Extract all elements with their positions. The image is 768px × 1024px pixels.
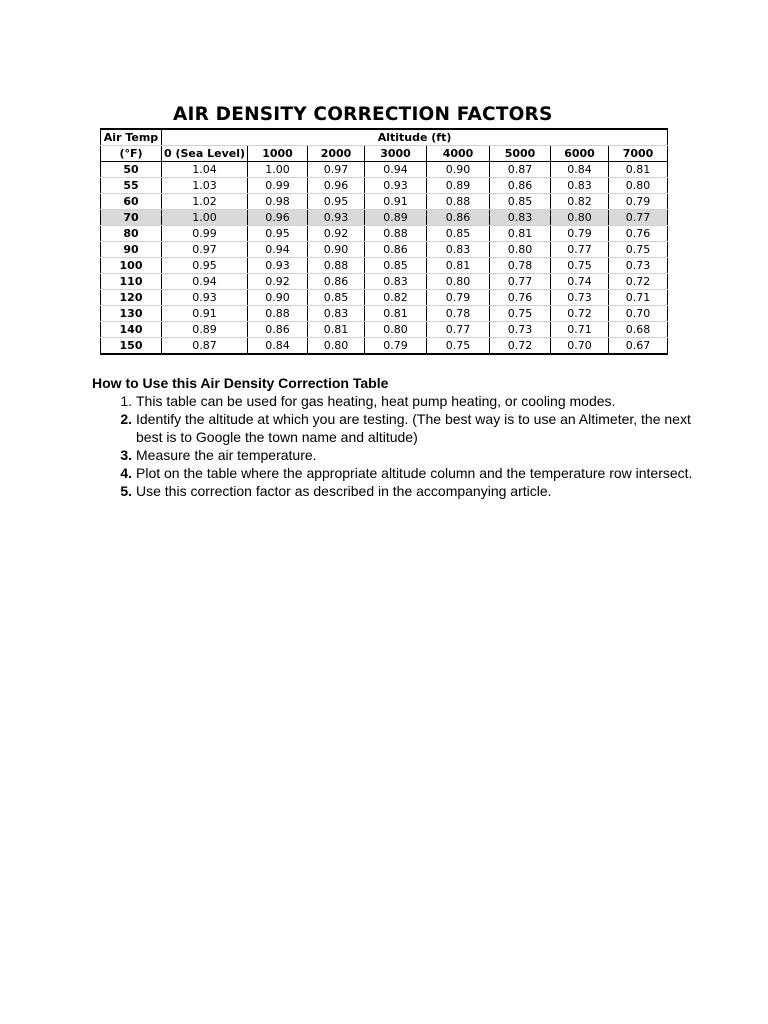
correction-factor-cell: 0.86 — [308, 274, 365, 290]
table-row — [101, 338, 668, 355]
correction-factor-cell: 0.77 — [551, 242, 609, 258]
correction-factor-cell: 0.81 — [609, 162, 668, 178]
correction-factor-cell: 0.81 — [490, 226, 551, 242]
correction-factor-cell: 0.77 — [609, 210, 668, 226]
correction-factor-cell: 0.71 — [551, 322, 609, 338]
altitude-header: Altitude (ft) — [162, 129, 668, 146]
instructions-list — [92, 392, 712, 500]
table-row — [101, 242, 668, 258]
correction-factor-cell: 0.90 — [308, 242, 365, 258]
altitude-column-header: 1000 — [248, 146, 308, 162]
correction-factor-cell: 0.83 — [308, 306, 365, 322]
instruction-step — [92, 392, 712, 410]
instructions — [92, 374, 712, 500]
correction-factor-cell: 0.86 — [365, 242, 427, 258]
correction-factor-cell: 0.99 — [248, 178, 308, 194]
correction-factor-cell: 0.85 — [490, 194, 551, 210]
instructions-heading: How to Use this Air Density Correction Table — [92, 375, 389, 391]
correction-factor-cell: 0.85 — [365, 258, 427, 274]
instruction-step — [92, 410, 712, 446]
table-row — [101, 162, 668, 178]
correction-factor-cell: 0.73 — [551, 290, 609, 306]
temperature-cell: 90 — [101, 242, 162, 258]
correction-factor-cell: 0.67 — [609, 338, 668, 355]
correction-factor-cell: 0.91 — [162, 306, 248, 322]
correction-factor-cell: 0.76 — [490, 290, 551, 306]
correction-factor-cell: 0.97 — [162, 242, 248, 258]
correction-factor-cell: 0.75 — [609, 242, 668, 258]
table-row — [101, 210, 668, 226]
correction-factor-cell: 0.81 — [427, 258, 490, 274]
correction-factor-cell: 0.99 — [162, 226, 248, 242]
correction-factor-cell: 0.82 — [551, 194, 609, 210]
altitude-column-header: 6000 — [551, 146, 609, 162]
table-row — [101, 322, 668, 338]
correction-factor-cell: 0.84 — [551, 162, 609, 178]
temperature-cell: 110 — [101, 274, 162, 290]
altitude-column-header: 4000 — [427, 146, 490, 162]
correction-factor-cell: 0.92 — [248, 274, 308, 290]
correction-factor-cell: 0.82 — [365, 290, 427, 306]
correction-factor-cell: 0.95 — [162, 258, 248, 274]
table-row — [101, 274, 668, 290]
correction-factor-cell: 0.83 — [490, 210, 551, 226]
table-row — [101, 178, 668, 194]
correction-factor-cell: 0.88 — [248, 306, 308, 322]
correction-factor-cell: 0.88 — [427, 194, 490, 210]
correction-factor-cell: 0.77 — [427, 322, 490, 338]
temperature-cell: 130 — [101, 306, 162, 322]
correction-factor-cell: 0.94 — [365, 162, 427, 178]
correction-factor-cell: 0.93 — [365, 178, 427, 194]
temperature-cell: 60 — [101, 194, 162, 210]
correction-factor-cell: 1.03 — [162, 178, 248, 194]
correction-factor-cell: 0.86 — [427, 210, 490, 226]
step-text: Use this correction factor as described in the accompanying article. — [136, 483, 552, 499]
correction-factor-cell: 0.73 — [609, 258, 668, 274]
table-row — [101, 306, 668, 322]
correction-factor-cell: 0.86 — [490, 178, 551, 194]
temperature-cell: 80 — [101, 226, 162, 242]
correction-factor-cell: 0.83 — [365, 274, 427, 290]
temperature-cell: 70 — [101, 210, 162, 226]
step-number: 2. — [120, 411, 132, 427]
correction-factor-cell: 0.81 — [308, 322, 365, 338]
correction-factor-cell: 0.70 — [609, 306, 668, 322]
correction-factor-cell: 0.75 — [551, 258, 609, 274]
correction-factor-cell: 0.93 — [248, 258, 308, 274]
correction-factor-cell: 0.79 — [609, 194, 668, 210]
step-number: 5. — [120, 483, 132, 499]
table-row — [101, 194, 668, 210]
correction-factor-cell: 0.94 — [162, 274, 248, 290]
step-text: Plot on the table where the appropriate altitude column and the temperature row intersect. — [136, 465, 693, 481]
altitude-column-header: 0 (Sea Level) — [162, 146, 248, 162]
correction-factor-cell: 0.87 — [490, 162, 551, 178]
correction-factor-cell: 1.00 — [248, 162, 308, 178]
correction-factor-cell: 0.72 — [490, 338, 551, 355]
correction-factor-cell: 0.80 — [365, 322, 427, 338]
temperature-cell: 50 — [101, 162, 162, 178]
temp-unit-header: (°F) — [101, 146, 162, 162]
correction-factor-cell: 1.04 — [162, 162, 248, 178]
step-text: Measure the air temperature. — [136, 447, 317, 463]
correction-factor-cell: 1.02 — [162, 194, 248, 210]
correction-factor-cell: 0.75 — [490, 306, 551, 322]
step-text: This table can be used for gas heating, heat pump heating, or cooling modes. — [136, 393, 616, 409]
correction-factor-cell: 0.89 — [162, 322, 248, 338]
correction-factor-cell: 0.88 — [308, 258, 365, 274]
step-number: 3. — [120, 447, 132, 463]
temperature-cell: 150 — [101, 338, 162, 355]
step-number: 1. — [120, 393, 132, 409]
correction-factor-cell: 0.72 — [551, 306, 609, 322]
correction-factor-cell: 0.71 — [609, 290, 668, 306]
temperature-cell: 100 — [101, 258, 162, 274]
correction-factor-cell: 0.96 — [308, 178, 365, 194]
correction-factor-cell: 0.74 — [551, 274, 609, 290]
altitude-column-header: 3000 — [365, 146, 427, 162]
altitude-column-header: 7000 — [609, 146, 668, 162]
correction-factor-cell: 0.89 — [427, 178, 490, 194]
correction-factor-cell: 0.75 — [427, 338, 490, 355]
correction-factor-cell: 0.81 — [365, 306, 427, 322]
temperature-cell: 140 — [101, 322, 162, 338]
step-number: 4. — [120, 465, 132, 481]
correction-factor-cell: 0.91 — [365, 194, 427, 210]
correction-factor-cell: 0.78 — [427, 306, 490, 322]
correction-factor-cell: 0.95 — [308, 194, 365, 210]
correction-factor-cell: 0.90 — [427, 162, 490, 178]
correction-factor-cell: 0.79 — [427, 290, 490, 306]
temperature-cell: 120 — [101, 290, 162, 306]
correction-factor-cell: 0.70 — [551, 338, 609, 355]
correction-factor-cell: 0.79 — [365, 338, 427, 355]
instruction-step — [92, 482, 712, 500]
altitude-column-header: 2000 — [308, 146, 365, 162]
table-row — [101, 290, 668, 306]
correction-factor-cell: 0.92 — [308, 226, 365, 242]
correction-factor-cell: 0.83 — [551, 178, 609, 194]
correction-factor-cell: 0.96 — [248, 210, 308, 226]
correction-factor-cell: 0.93 — [162, 290, 248, 306]
correction-factor-cell: 0.79 — [551, 226, 609, 242]
correction-factor-cell: 0.84 — [248, 338, 308, 355]
table-row — [101, 226, 668, 242]
correction-factor-cell: 0.80 — [308, 338, 365, 355]
correction-factor-table — [100, 128, 668, 355]
instruction-step — [92, 446, 712, 464]
correction-factor-cell: 0.73 — [490, 322, 551, 338]
correction-factor-cell: 0.68 — [609, 322, 668, 338]
table-title: AIR DENSITY CORRECTION FACTORS — [173, 104, 553, 125]
correction-factor-cell: 0.90 — [248, 290, 308, 306]
correction-factor-cell: 0.97 — [308, 162, 365, 178]
correction-factor-cell: 0.80 — [490, 242, 551, 258]
correction-factor-cell: 0.89 — [365, 210, 427, 226]
correction-factor-cell: 0.76 — [609, 226, 668, 242]
correction-factor-cell: 0.83 — [427, 242, 490, 258]
correction-factor-cell: 0.80 — [427, 274, 490, 290]
table-row — [101, 258, 668, 274]
correction-factor-cell: 0.78 — [490, 258, 551, 274]
correction-factor-cell: 0.94 — [248, 242, 308, 258]
correction-factor-cell: 0.72 — [609, 274, 668, 290]
correction-factor-cell: 0.88 — [365, 226, 427, 242]
correction-factor-cell: 0.85 — [308, 290, 365, 306]
temperature-cell: 55 — [101, 178, 162, 194]
correction-factor-cell: 0.93 — [308, 210, 365, 226]
correction-factor-cell: 0.80 — [609, 178, 668, 194]
correction-factor-cell: 0.95 — [248, 226, 308, 242]
step-text: Identify the altitude at which you are testing. (The best way is to use an Altimeter, the next best is to Google the town name and altitude) — [136, 411, 691, 445]
correction-factor-cell: 0.87 — [162, 338, 248, 355]
correction-factor-cell: 0.86 — [248, 322, 308, 338]
correction-factor-cell: 1.00 — [162, 210, 248, 226]
correction-factor-cell: 0.98 — [248, 194, 308, 210]
instruction-step — [92, 464, 712, 482]
altitude-column-header: 5000 — [490, 146, 551, 162]
correction-factor-cell: 0.80 — [551, 210, 609, 226]
temp-header: Air Temp — [101, 129, 162, 146]
correction-factor-cell: 0.77 — [490, 274, 551, 290]
correction-factor-cell: 0.85 — [427, 226, 490, 242]
